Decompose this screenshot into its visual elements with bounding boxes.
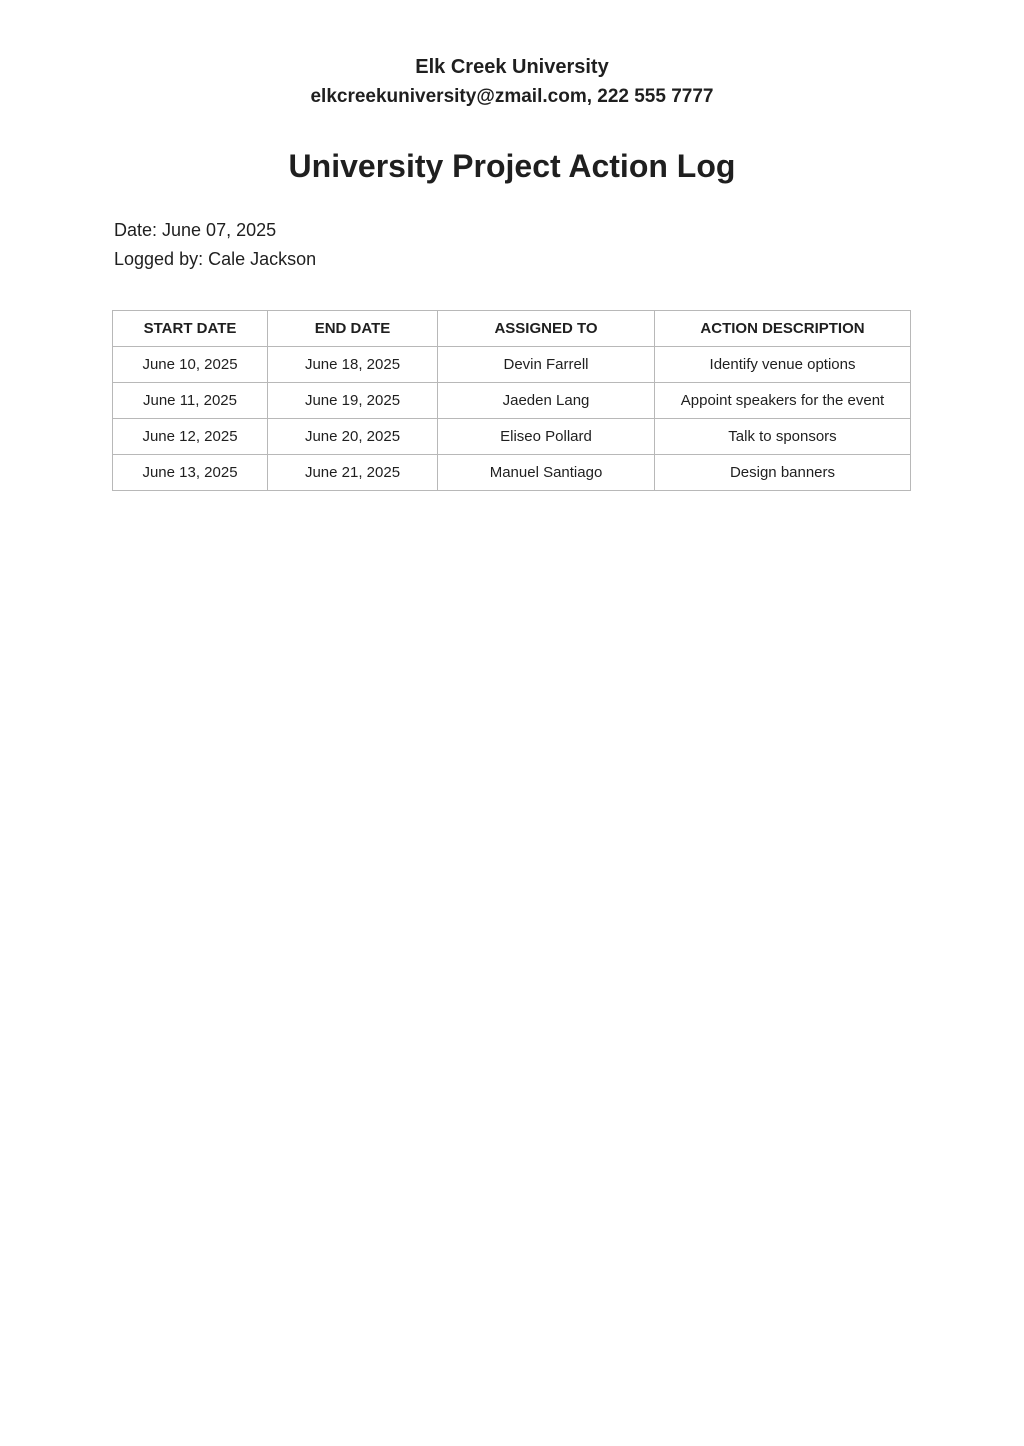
- log-date: Date: June 07, 2025: [114, 220, 277, 240]
- log-meta: [114, 216, 316, 274]
- table-row: [113, 383, 911, 419]
- cell-start-date: June 13, 2025: [113, 455, 268, 491]
- cell-start-date: June 10, 2025: [113, 347, 268, 383]
- cell-end-date: June 18, 2025: [268, 347, 438, 383]
- cell-action-description: Design banners: [655, 455, 911, 491]
- action-log-table: [112, 310, 911, 491]
- cell-end-date: June 20, 2025: [268, 419, 438, 455]
- cell-end-date: June 21, 2025: [268, 455, 438, 491]
- table-row: [113, 419, 911, 455]
- cell-action-description: Talk to sponsors: [655, 419, 911, 455]
- organization-name: Elk Creek University: [415, 56, 609, 78]
- document-header: [0, 52, 1024, 112]
- cell-action-description: Identify venue options: [655, 347, 911, 383]
- cell-start-date: June 12, 2025: [113, 419, 268, 455]
- column-header-action-description: ACTION DESCRIPTION: [655, 311, 911, 347]
- column-header-start-date: START DATE: [113, 311, 268, 347]
- organization-contact: elkcreekuniversity@zmail.com, 222 555 7777: [310, 86, 714, 107]
- cell-start-date: June 11, 2025: [113, 383, 268, 419]
- logged-by: Logged by: Cale Jackson: [114, 249, 317, 269]
- table-header-row: [113, 311, 911, 347]
- table-row: [113, 455, 911, 491]
- column-header-assigned-to: ASSIGNED TO: [438, 311, 655, 347]
- document-title: University Project Action Log: [288, 148, 736, 184]
- table-row: [113, 347, 911, 383]
- cell-assigned-to: Eliseo Pollard: [438, 419, 655, 455]
- cell-assigned-to: Manuel Santiago: [438, 455, 655, 491]
- cell-assigned-to: Devin Farrell: [438, 347, 655, 383]
- cell-action-description: Appoint speakers for the event: [655, 383, 911, 419]
- cell-assigned-to: Jaeden Lang: [438, 383, 655, 419]
- column-header-end-date: END DATE: [268, 311, 438, 347]
- cell-end-date: June 19, 2025: [268, 383, 438, 419]
